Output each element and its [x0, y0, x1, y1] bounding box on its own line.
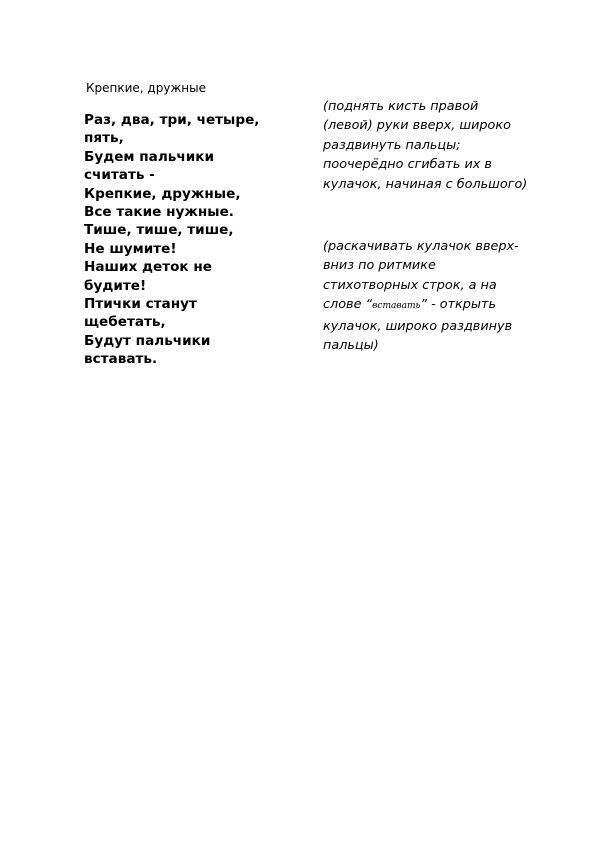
poem-line: Крепкие, дружные, — [84, 185, 241, 202]
poem-line: вставать. — [84, 351, 158, 368]
poem-line: Раз, два, три, четыре, — [84, 112, 260, 128]
poem-title: Крепкие, дружные — [86, 81, 206, 95]
note-line: кулачок, широко раздвинув — [323, 318, 513, 334]
poem-line: Не шумите! — [84, 240, 177, 257]
note-line: (левой) руки вверх, широко — [323, 118, 511, 134]
poem-line: будите! — [84, 277, 147, 294]
poem-line: считать - — [84, 167, 155, 184]
note-line: стихотворных строк, а на — [323, 277, 497, 293]
note-word-prefix: слове “ — [323, 297, 373, 313]
instruction-note-1 — [323, 97, 563, 194]
note-line: (раскачивать кулачок вверх- — [323, 239, 519, 254]
instruction-note-2 — [323, 237, 563, 355]
poem-line: Будем пальчики — [84, 148, 214, 165]
poem-line: Тише, тише, тише, — [84, 222, 234, 239]
note-word-suffix: ” - открыть — [420, 297, 497, 313]
note-quoted-word: вставать — [372, 301, 421, 312]
note-line: кулачок, начиная с большого) — [323, 176, 528, 192]
note-line: пальцы) — [323, 338, 379, 354]
note-line: (поднять кисть правой — [323, 99, 479, 114]
note-line: поочерёдно сгибать их в — [323, 157, 492, 173]
poem-line: Будут пальчики — [84, 332, 211, 349]
note-line: вниз по ритмике — [323, 258, 436, 274]
poem-line: Наших деток не — [84, 259, 212, 276]
poem-line: Все такие нужные. — [84, 204, 234, 221]
poem-line: пять, — [84, 130, 124, 147]
poem-line: Птички станут — [84, 296, 197, 313]
note-line: раздвинуть пальцы; — [323, 137, 461, 153]
poem-line: щебетать, — [84, 314, 166, 331]
poem-text — [84, 111, 309, 369]
note-line-with-quoted-word — [323, 295, 563, 316]
